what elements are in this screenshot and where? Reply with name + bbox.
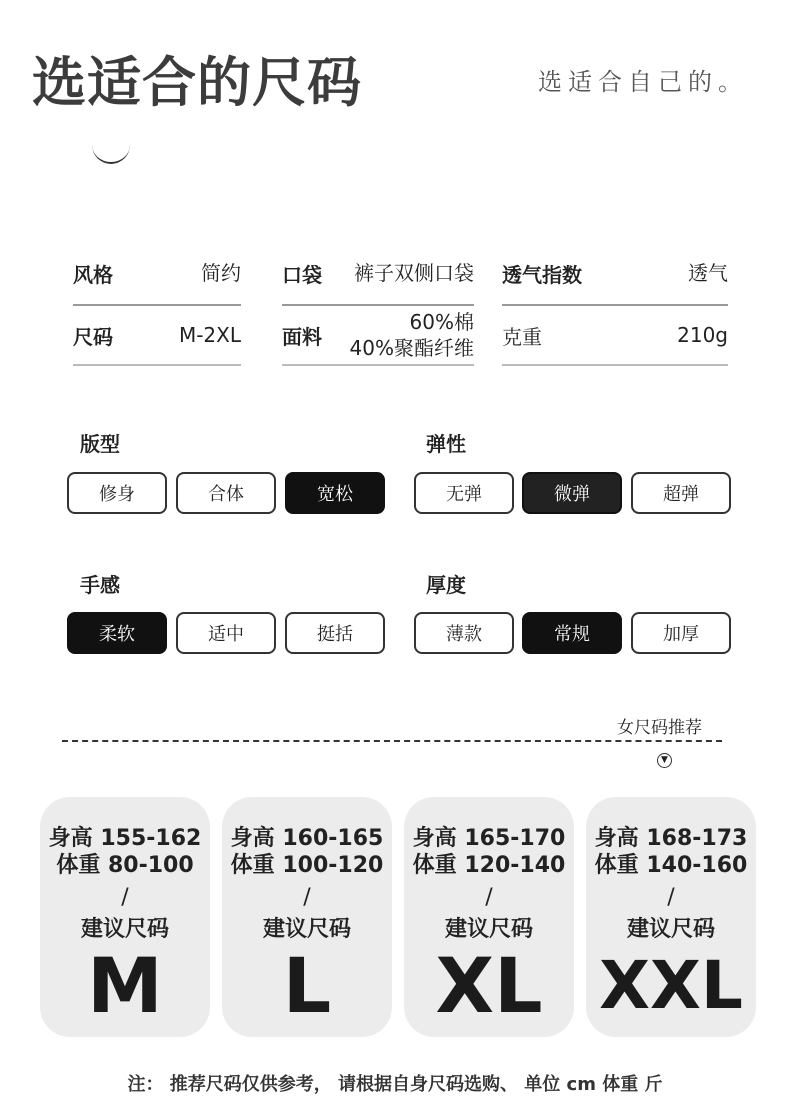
size-slash: / <box>303 885 311 910</box>
size-letter: XXL <box>599 947 743 1024</box>
fit-option-loose[interactable]: 宽松 <box>285 472 385 514</box>
thickness-option-thick[interactable]: 加厚 <box>631 612 731 654</box>
size-recommend-label: 女尺码推荐 <box>617 718 702 738</box>
thickness-label: 厚度 <box>426 573 466 597</box>
fit-label: 版型 <box>80 432 120 456</box>
spec-weight <box>502 306 728 366</box>
size-card-xl <box>404 797 574 1037</box>
spec-value-line2: 40%聚酯纤维 <box>349 336 474 360</box>
spec-label: 透气指数 <box>502 262 582 287</box>
spec-value-line1: 60%棉 <box>409 310 474 334</box>
feel-option-medium[interactable]: 适中 <box>176 612 276 654</box>
size-card-l <box>222 797 392 1037</box>
size-weight: 体重 120-140 <box>412 853 566 878</box>
page-title: 选适合的尺码 <box>32 51 362 114</box>
thickness-option-regular[interactable]: 常规 <box>522 612 622 654</box>
stretch-option-none[interactable]: 无弹 <box>414 472 514 514</box>
size-advice: 建议尺码 <box>444 917 533 942</box>
size-advice: 建议尺码 <box>80 917 169 942</box>
spec-value: 裤子双侧口袋 <box>354 261 474 285</box>
spec-value: 简约 <box>201 261 241 285</box>
dashed-divider <box>62 740 722 742</box>
stretch-option-high[interactable]: 超弹 <box>631 472 731 514</box>
size-letter: L <box>282 941 332 1030</box>
spec-pocket <box>282 242 474 306</box>
spec-value: M-2XL <box>178 323 241 347</box>
stretch-label: 弹性 <box>426 432 466 456</box>
feel-option-soft[interactable]: 柔软 <box>67 612 167 654</box>
spec-value: 透气 <box>688 261 728 285</box>
size-height: 身高 168-173 <box>594 826 748 851</box>
spec-fabric <box>282 306 474 366</box>
size-advice: 建议尺码 <box>626 917 715 942</box>
size-slash: / <box>667 885 675 910</box>
size-height: 身高 160-165 <box>230 826 384 851</box>
size-advice: 建议尺码 <box>262 917 351 942</box>
size-weight: 体重 140-160 <box>594 853 748 878</box>
size-letter: M <box>87 941 163 1030</box>
size-card-xxl <box>586 797 756 1037</box>
spec-label: 尺码 <box>73 324 113 349</box>
footer-note: 注： 推荐尺码仅供参考， 请根据自身尺码选购、 单位 cm 体重 斤 <box>127 1074 663 1095</box>
size-card-m <box>40 797 210 1037</box>
feel-label: 手感 <box>80 573 120 597</box>
fit-option-slim[interactable]: 修身 <box>67 472 167 514</box>
spec-size <box>73 306 241 366</box>
size-weight: 体重 100-120 <box>230 853 384 878</box>
spec-label: 口袋 <box>282 262 322 287</box>
size-letter: XL <box>435 941 543 1030</box>
size-weight: 体重 80-100 <box>56 853 194 878</box>
thickness-option-thin[interactable]: 薄款 <box>414 612 514 654</box>
size-height: 身高 155-162 <box>48 826 202 851</box>
size-slash: / <box>121 885 129 910</box>
size-slash: / <box>485 885 493 910</box>
spec-label: 面料 <box>282 324 322 349</box>
smile-icon <box>92 140 130 164</box>
spec-style <box>73 242 241 306</box>
spec-label: 克重 <box>502 324 542 349</box>
size-height: 身高 165-170 <box>412 826 566 851</box>
spec-breath <box>502 242 728 306</box>
spec-value <box>350 309 474 361</box>
fit-option-regular[interactable]: 合体 <box>176 472 276 514</box>
feel-option-stiff[interactable]: 挺括 <box>285 612 385 654</box>
chevron-down-icon: ▼ <box>657 753 672 768</box>
page-subtitle: 选适合自己的。 <box>538 68 748 96</box>
spec-label: 风格 <box>73 262 113 287</box>
spec-value: 210g <box>677 323 728 347</box>
stretch-option-slight[interactable]: 微弹 <box>522 472 622 514</box>
